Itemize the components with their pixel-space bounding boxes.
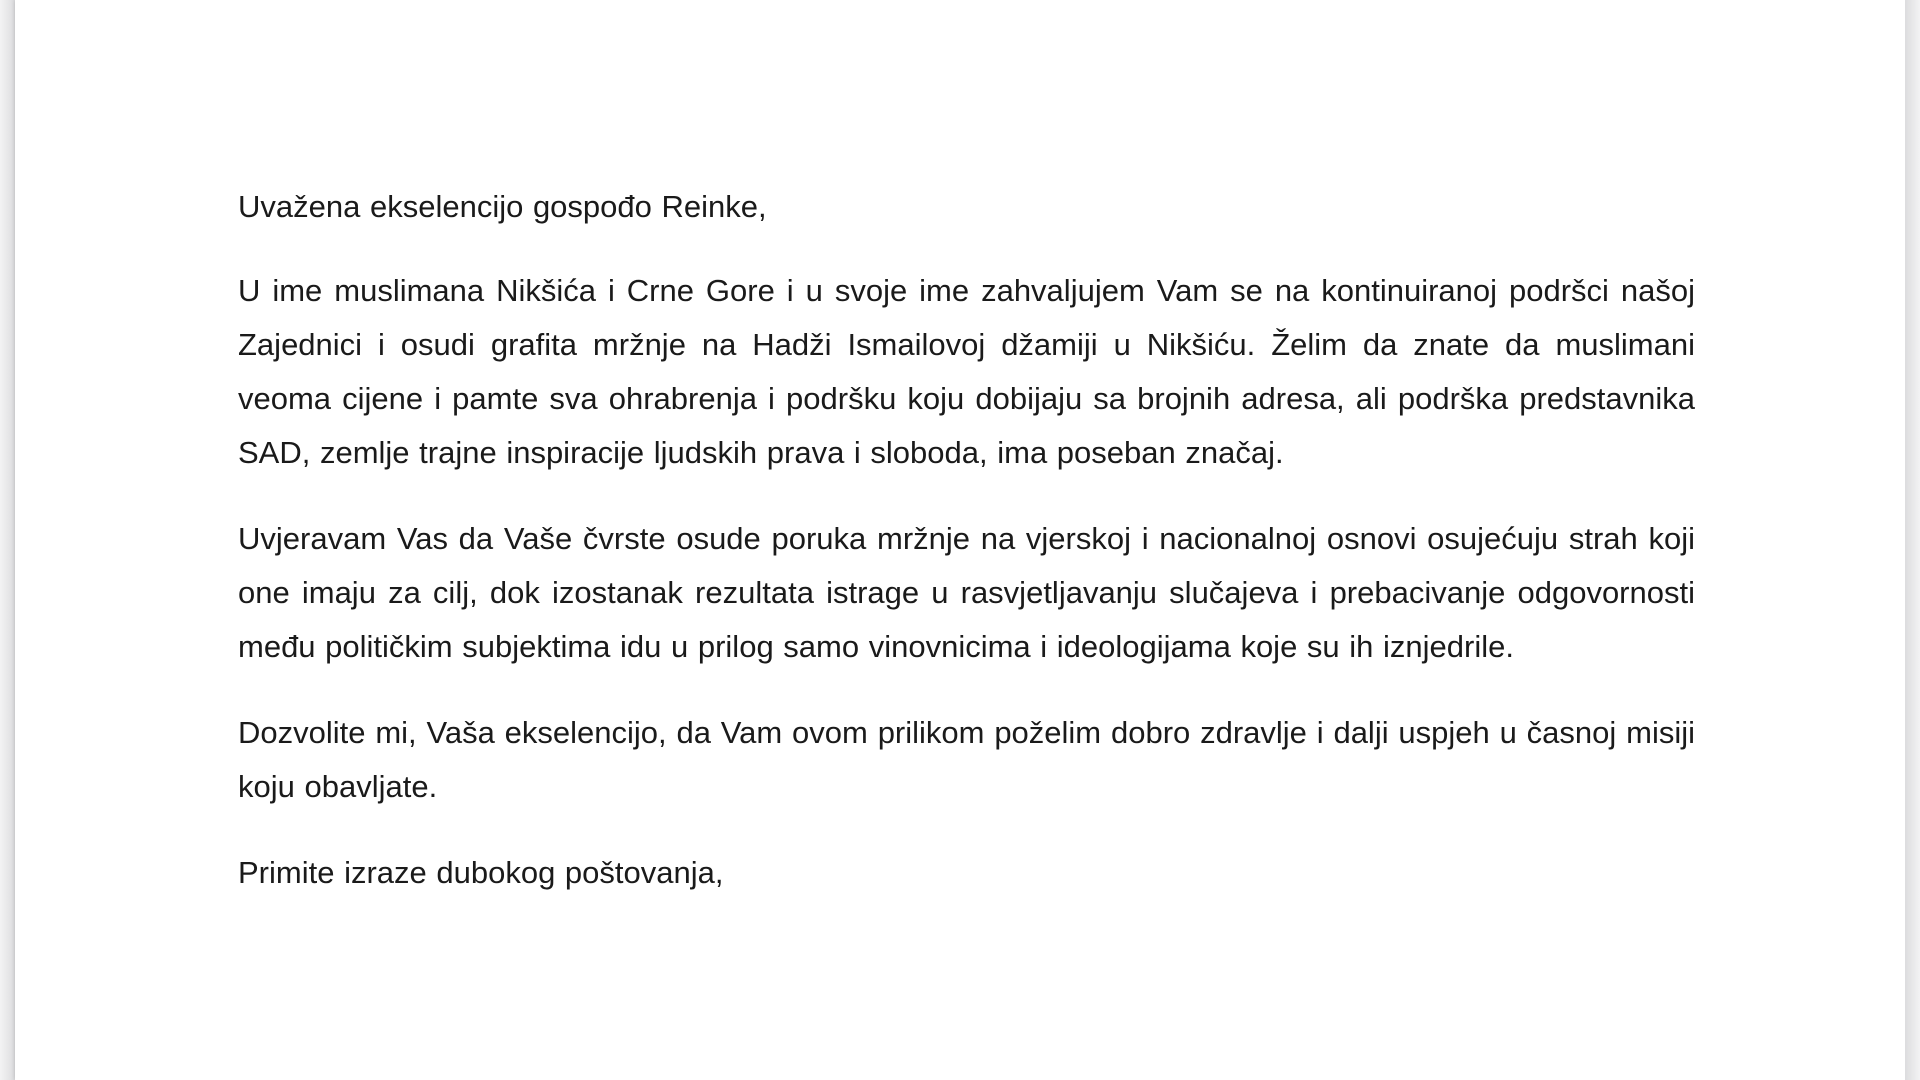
letter-body [238, 180, 1695, 932]
document-page [15, 0, 1905, 1080]
page-edge-left [0, 0, 15, 1080]
letter-closing: Primite izraze dubokog poštovanja, [238, 855, 724, 890]
letter-paragraph-1: U ime muslimana Nikšića i Crne Gore i u svoje ime zahvaljujem Vam se na kontinuiranoj podršci našoj Zajednici i osudi grafita mržnje na Hadži Ismailovoj džamiji u Nikšiću. Želim da znate da muslimani veoma cijene i pamte sva ohrabrenja i podršku koju dobijaju sa brojnih adresa, ali podrška predstavnika SAD, zemlje trajne inspiracije ljudskih prava i sloboda, ima poseban značaj. [238, 273, 1695, 470]
letter-paragraph-3: Dozvolite mi, Vaša ekselencijo, da Vam ovom prilikom poželim dobro zdravlje i dalji uspjeh u časnoj misiji koju obavljate. [238, 715, 1695, 804]
letter-salutation: Uvažena ekselencijo gospođo Reinke, [238, 189, 767, 224]
page-edge-right [1905, 0, 1920, 1080]
letter-paragraph-2: Uvjeravam Vas da Vaše čvrste osude poruka mržnje na vjerskoj i nacionalnoj osnovi osujećuju strah koji one imaju za cilj, dok izostanak rezultata istrage u rasvjetljavanju slučajeva i prebacivanje odgovornosti među političkim subjektima idu u prilog samo vinovnicima i ideologijama koje su ih iznjedrile. [238, 521, 1695, 664]
